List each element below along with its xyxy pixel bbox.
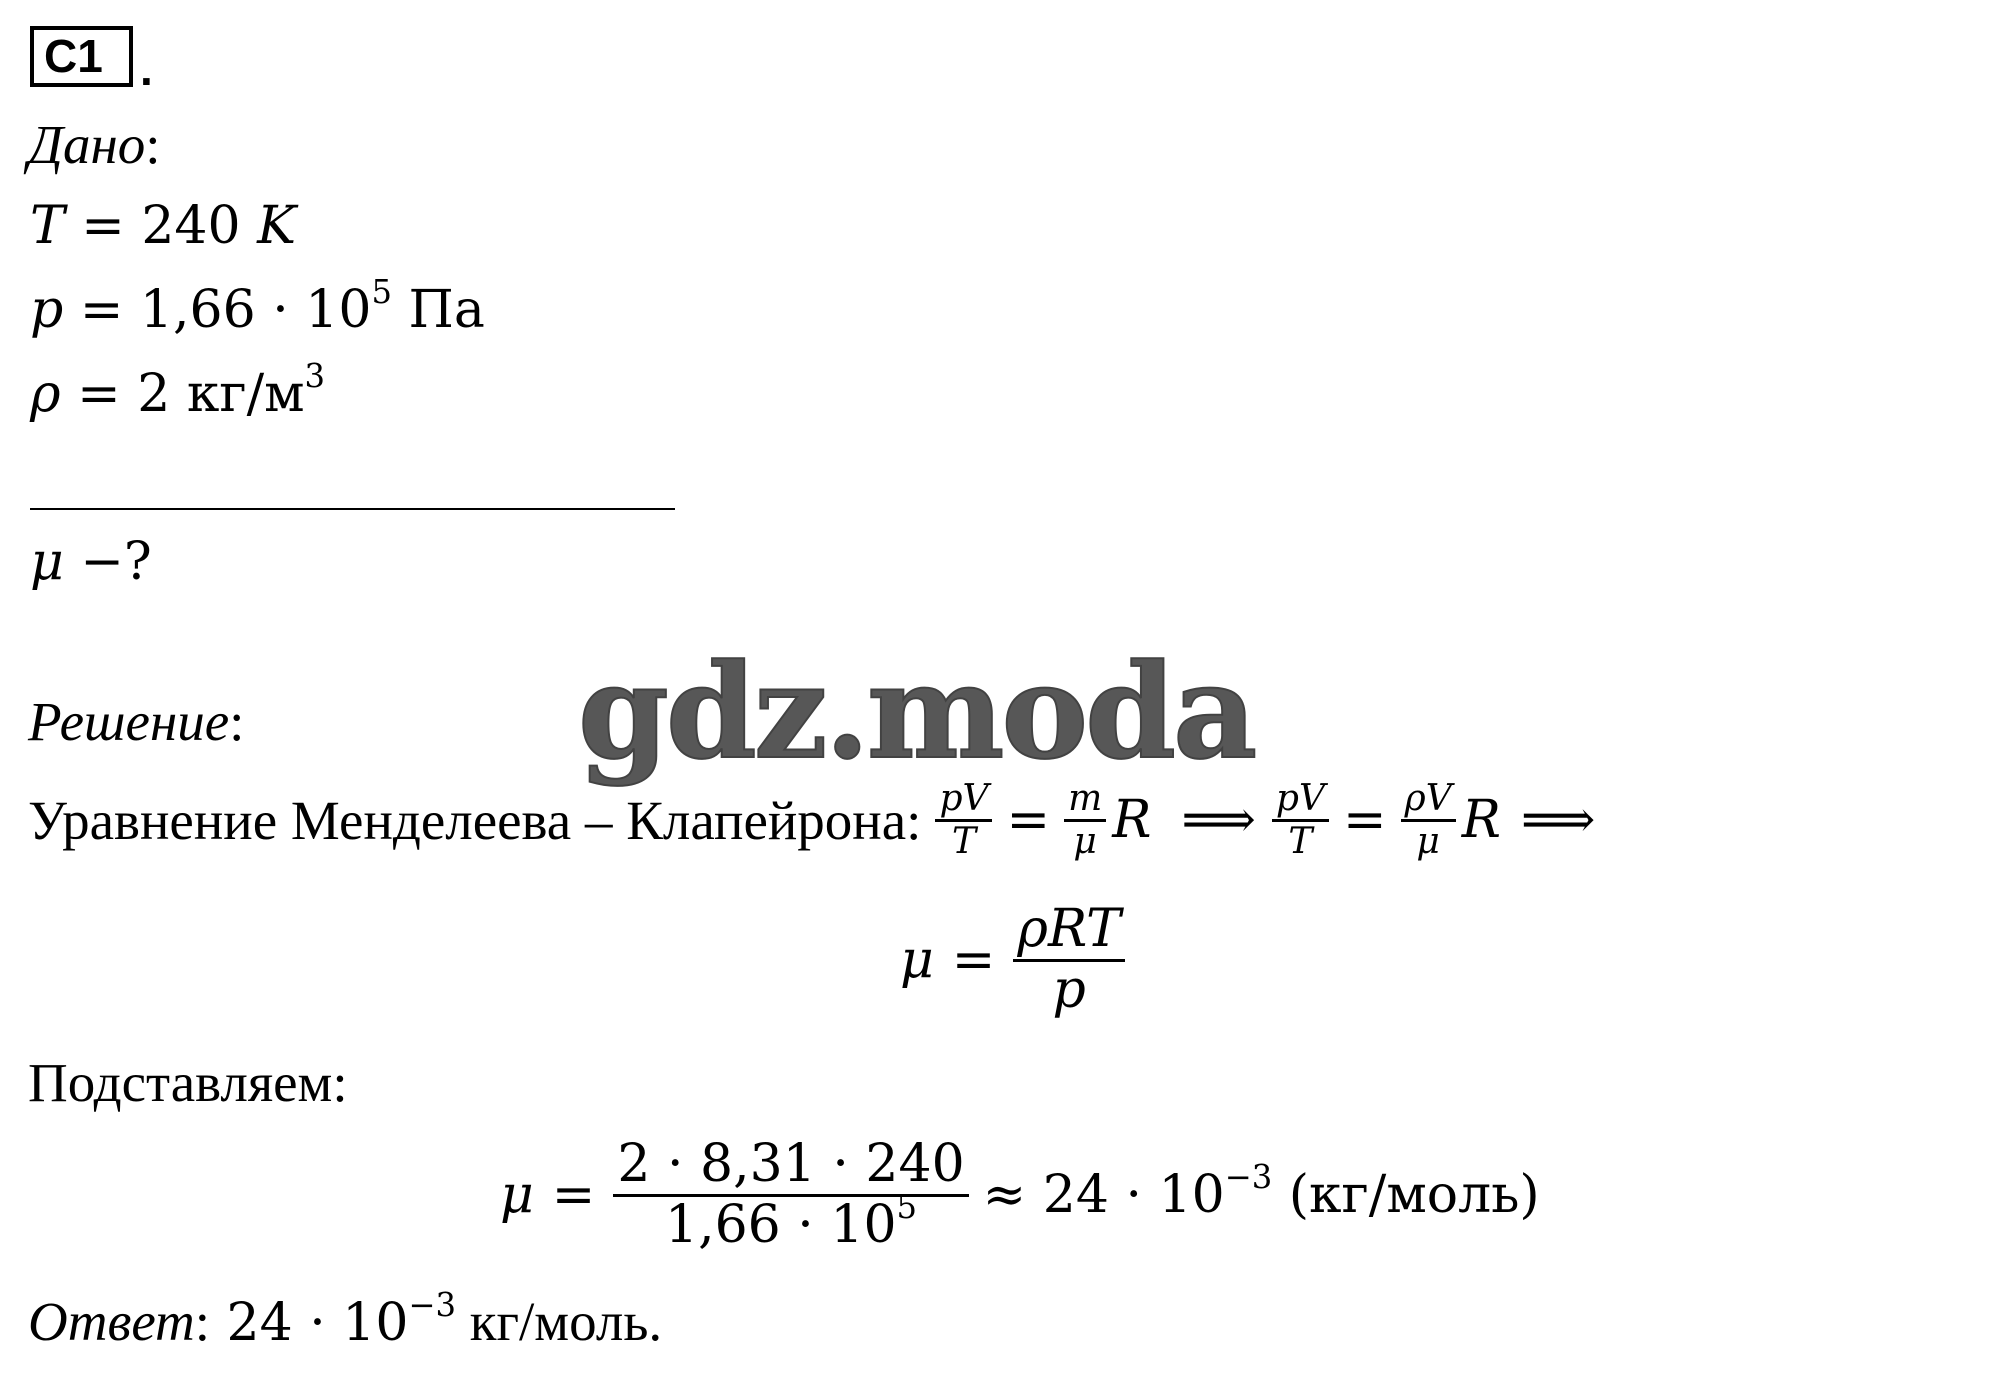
solution-heading	[28, 690, 244, 753]
fraction-numerator: m	[1068, 777, 1103, 819]
solution-heading-colon: :	[229, 691, 245, 752]
answer-colon: :	[194, 1291, 210, 1352]
formula-fraction	[1013, 901, 1125, 1018]
pressure-value: = 1,66 · 10	[63, 280, 372, 340]
calculation-row	[500, 1125, 1540, 1265]
calc-equals: =	[551, 1165, 596, 1225]
formula-denominator: p	[1052, 959, 1086, 1020]
fraction-numerator: pV	[1275, 777, 1325, 819]
fraction-denominator: T	[951, 820, 976, 862]
calc-denominator-exponent: 5	[896, 1187, 918, 1226]
calc-result-base: ≈ 24 · 10	[982, 1165, 1225, 1225]
given-heading	[28, 113, 161, 176]
density-exponent: 3	[304, 356, 326, 395]
unknown-question: −?	[63, 532, 152, 592]
gas-constant: R	[1461, 790, 1501, 850]
fraction-pv-over-t	[935, 779, 992, 861]
calc-result-unit: (кг/моль)	[1272, 1165, 1540, 1225]
watermark-logo: gdz.moda	[578, 635, 1255, 788]
equals-sign: =	[1342, 790, 1387, 850]
unknown-symbol: μ	[30, 532, 64, 592]
fraction-denominator: T	[1288, 820, 1313, 862]
equation-label: Уравнение Менделеева – Клапейрона:	[28, 789, 922, 851]
calc-numerator: 2 · 8,31 · 240	[617, 1134, 965, 1195]
fraction-rhov-over-mu	[1401, 779, 1456, 861]
given-heading-text: Дано	[28, 114, 146, 175]
temperature-unit: K	[257, 196, 296, 256]
temperature-value: = 240	[64, 196, 258, 256]
fraction-numerator: pV	[939, 777, 989, 819]
pressure-unit: Па	[391, 280, 485, 340]
fraction-denominator: μ	[1073, 820, 1097, 862]
given-pressure	[30, 272, 485, 340]
calc-fraction	[613, 1136, 968, 1253]
answer-line	[28, 1285, 663, 1353]
formula-equals: =	[951, 930, 996, 990]
answer-value-base: 24 · 10	[210, 1293, 409, 1353]
implies-arrow: ⟹	[1181, 790, 1256, 850]
fraction-numerator: ρV	[1404, 777, 1452, 819]
answer-value	[210, 1285, 456, 1353]
fraction-denominator: μ	[1416, 820, 1440, 862]
formula-lhs: μ	[900, 930, 934, 990]
gas-constant: R	[1112, 790, 1152, 850]
equals-sign: =	[1006, 790, 1051, 850]
fraction-m-over-mu	[1064, 779, 1106, 861]
given-heading-colon: :	[145, 114, 161, 175]
calc-result	[969, 1157, 1540, 1225]
answer-value-exponent: −3	[408, 1285, 456, 1324]
calc-denominator	[661, 1187, 921, 1255]
molar-mass-formula	[900, 890, 1125, 1030]
density-value: = 2 кг/м	[60, 364, 305, 424]
formula-numerator: ρRT	[1017, 899, 1121, 960]
substitute-label: Подставляем:	[28, 1052, 348, 1113]
pressure-exponent: 5	[371, 272, 392, 311]
implies-arrow: ⟹	[1520, 790, 1596, 850]
find-unknown	[30, 532, 152, 592]
given-density	[30, 356, 326, 424]
task-number-dot: .	[140, 43, 153, 95]
fraction-pv-over-t-2	[1272, 779, 1329, 861]
task-number-label: C1	[30, 26, 133, 87]
answer-heading: Ответ	[28, 1291, 195, 1352]
density-symbol: ρ	[30, 364, 61, 424]
calc-result-exponent: −3	[1224, 1157, 1273, 1196]
equation-row	[28, 765, 1595, 875]
given-divider-line	[30, 508, 675, 510]
given-temperature	[30, 196, 296, 256]
answer-unit: кг/моль.	[455, 1291, 663, 1352]
calc-lhs: μ	[500, 1165, 534, 1225]
solution-heading-text: Решение	[28, 691, 230, 752]
pressure-symbol: p	[30, 280, 64, 340]
temperature-symbol: T	[30, 196, 65, 256]
calc-denominator-base: 1,66 · 10	[664, 1194, 897, 1255]
